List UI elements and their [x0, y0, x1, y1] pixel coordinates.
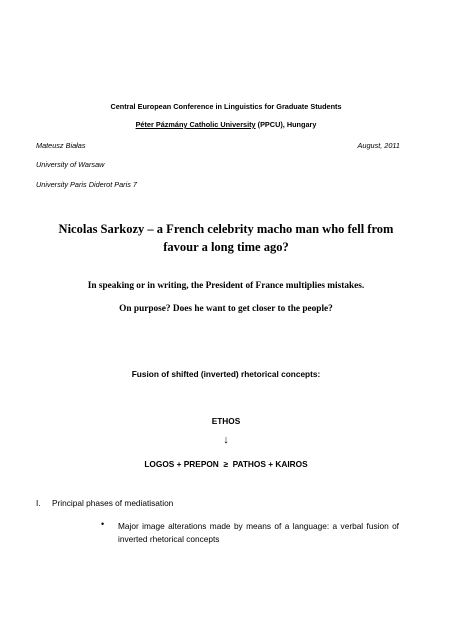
subtitle-line-1: In speaking or in writing, the President of France multiplies mistakes. [87, 281, 365, 291]
university-name: Péter Pázmány Catholic University [135, 120, 256, 129]
university-location: (PPCU), Hungary [255, 120, 317, 129]
list-item [118, 520, 399, 545]
conference-name: Central European Conference in Linguistics for Graduate Students [110, 102, 342, 111]
subtitle-line-2: On purpose? Does he want to get closer to the people? [119, 304, 333, 314]
bullet-icon: • [101, 519, 105, 529]
title-line-2: favour a long time ago? [163, 240, 289, 254]
title-line-1: Nicolas Sarkozy – a French celebrity macho man who fell from [58, 222, 394, 236]
host-university [0, 120, 452, 129]
list-item-text: Major image alterations made by means of a language: a verbal fusion of inverted rhetorical concepts [118, 521, 399, 544]
paper-title [0, 220, 452, 256]
concepts-heading: Fusion of shifted (inverted) rhetorical concepts: [131, 369, 321, 379]
affiliation-paris: University Paris Diderot Paris 7 [36, 180, 137, 189]
section-title: Principal phases of mediatisation [52, 498, 174, 508]
author-name: Mateusz Białas [36, 141, 86, 150]
section-number: I. [36, 498, 41, 508]
section-heading [36, 498, 173, 508]
paper-date: August, 2011 [357, 141, 400, 150]
ethos-label: ETHOS [211, 416, 241, 426]
affiliation-warsaw: University of Warsaw [36, 160, 105, 169]
concepts-formula: LOGOS + PREPON ≥ PATHOS + KAIROS [144, 459, 308, 469]
down-arrow-icon: ↓ [223, 434, 229, 446]
